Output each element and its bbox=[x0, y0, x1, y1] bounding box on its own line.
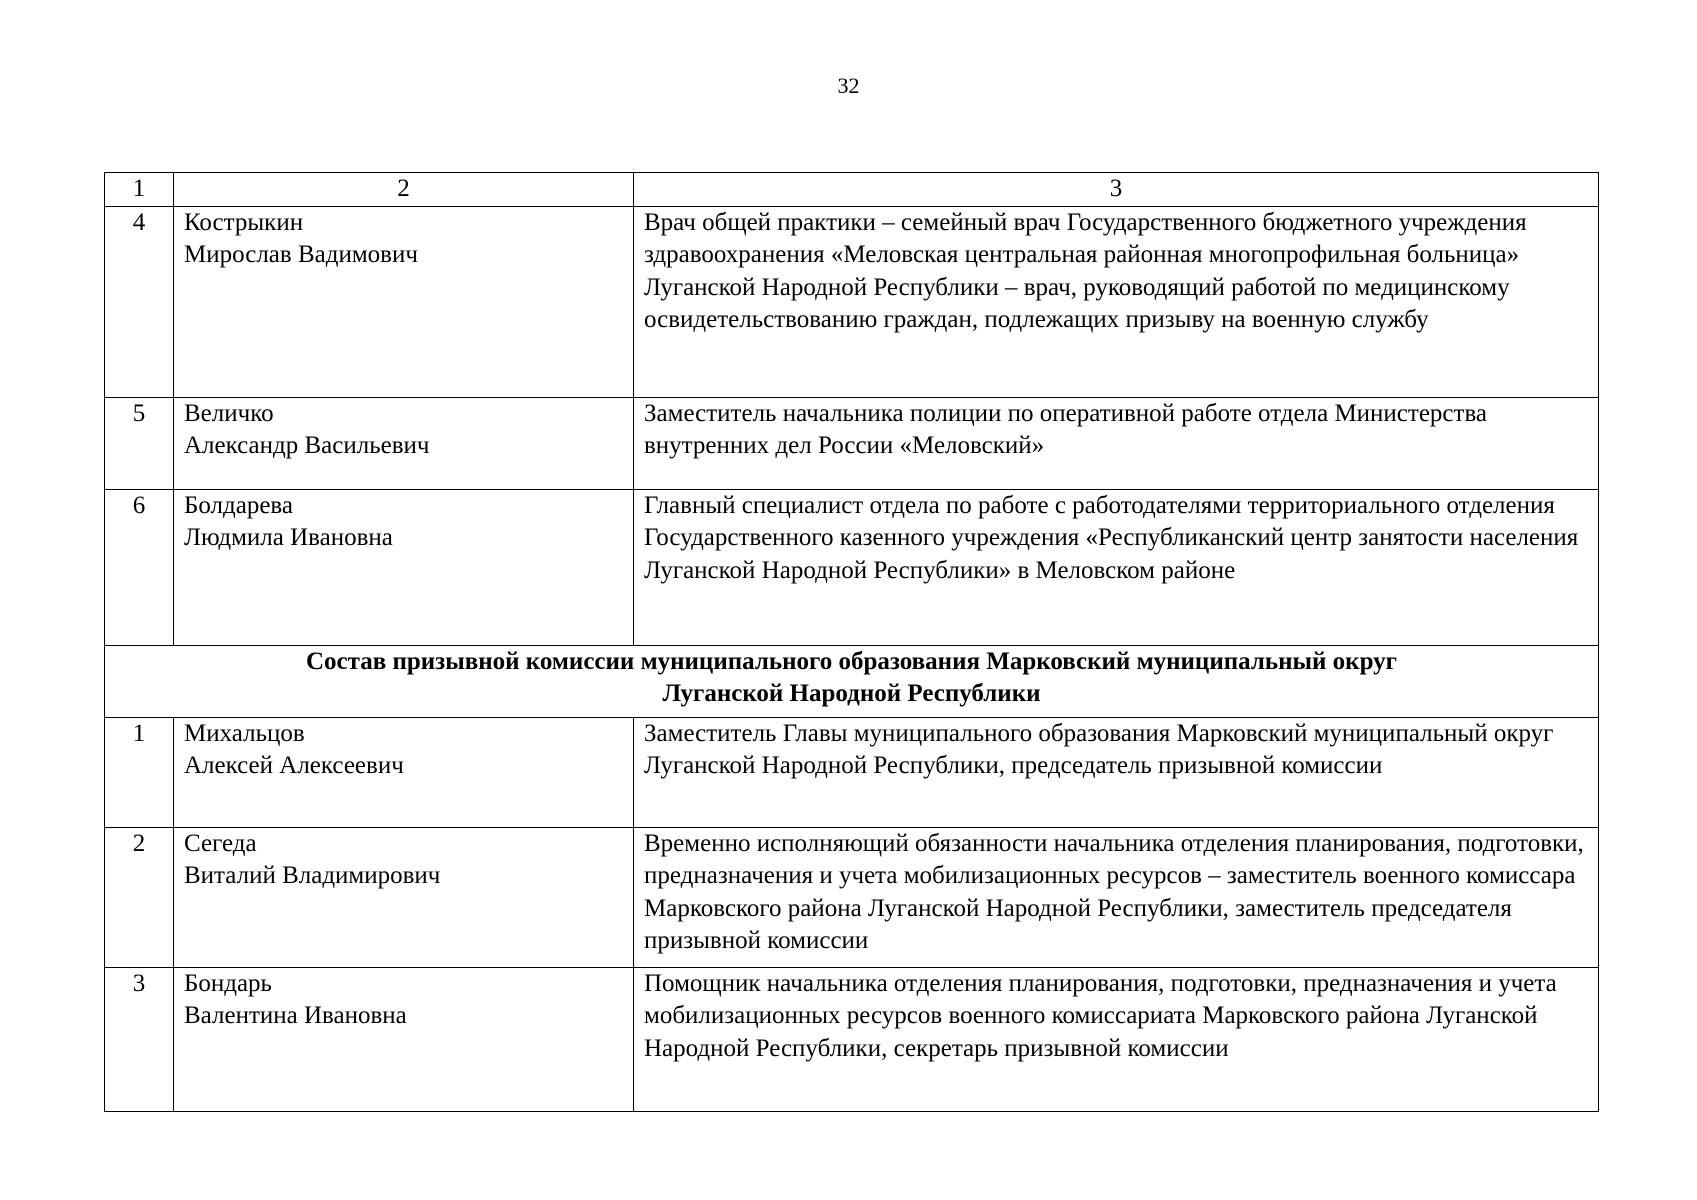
section-heading-row bbox=[105, 645, 1599, 717]
member-position: Врач общей практики – семейный врач Государственного бюджетного учреждения здравоохранения «Меловская центральная районная многопрофильная больница» Луганской Народной Республики – врач, руководящий работой по медицинскому освидетельствованию граждан, подлежащих призыву на военную службу bbox=[634, 206, 1599, 397]
row-number: 3 bbox=[105, 967, 174, 1111]
column-number-2: 2 bbox=[174, 173, 634, 207]
member-given-names: Валентина Ивановна bbox=[184, 1002, 407, 1029]
member-position: Помощник начальника отделения планирования, подготовки, предназначения и учета мобилизационных ресурсов военного комиссариата Марковского района Луганской Народной Республики, секретарь призывной комиссии bbox=[634, 967, 1599, 1111]
table-row bbox=[105, 717, 1599, 827]
row-number: 1 bbox=[105, 717, 174, 827]
member-given-names: Александр Васильевич bbox=[184, 432, 430, 459]
page-number: 32 bbox=[837, 73, 860, 98]
member-position: Заместитель начальника полиции по оперативной работе отдела Министерства внутренних дел России «Меловский» bbox=[634, 397, 1599, 489]
member-given-names: Мирослав Вадимович bbox=[184, 241, 418, 268]
column-number-3: 3 bbox=[634, 173, 1599, 207]
member-name bbox=[174, 206, 634, 397]
column-number-1: 1 bbox=[105, 173, 174, 207]
member-surname: Кострыкин bbox=[184, 208, 304, 236]
member-name bbox=[174, 717, 634, 827]
member-name bbox=[174, 489, 634, 645]
table-row bbox=[105, 489, 1599, 645]
member-position: Заместитель Главы муниципального образования Марковский муниципальный округ Луганской Народной Республики, председатель призывной комиссии bbox=[634, 717, 1599, 827]
table-row bbox=[105, 967, 1599, 1111]
section-heading bbox=[105, 645, 1599, 717]
member-given-names: Виталий Владимирович bbox=[184, 862, 441, 889]
member-name bbox=[174, 967, 634, 1111]
table-row bbox=[105, 206, 1599, 397]
row-number: 2 bbox=[105, 827, 174, 967]
member-given-names: Алексей Алексеевич bbox=[184, 752, 404, 779]
row-number: 5 bbox=[105, 397, 174, 489]
member-position: Временно исполняющий обязанности начальника отделения планирования, подготовки, предназначения и учета мобилизационных ресурсов – заместитель военного комиссара Марковского района Луганской Народной Республики, заместитель председателя призывной комиссии bbox=[634, 827, 1599, 967]
column-number-row bbox=[105, 173, 1599, 207]
table-row bbox=[105, 397, 1599, 489]
row-number: 6 bbox=[105, 489, 174, 645]
member-surname: Сегеда bbox=[184, 829, 257, 857]
section-heading-line-2: Луганской Народной Республики bbox=[662, 680, 1041, 707]
row-number: 4 bbox=[105, 206, 174, 397]
member-surname: Михальцов bbox=[184, 719, 305, 747]
member-surname: Болдарева bbox=[184, 491, 293, 519]
member-given-names: Людмила Ивановна bbox=[184, 524, 393, 551]
member-name bbox=[174, 827, 634, 967]
member-name bbox=[174, 397, 634, 489]
table-row bbox=[105, 827, 1599, 967]
section-heading-line-1: Состав призывной комиссии муниципального образования Марковский муниципальный округ bbox=[305, 647, 1397, 675]
member-position: Главный специалист отдела по работе с работодателями территориального отделения Государственного казенного учреждения «Республиканский центр занятости населения Луганской Народной Республики» в Меловском районе bbox=[634, 489, 1599, 645]
commission-table bbox=[104, 172, 1599, 1112]
member-surname: Величко bbox=[184, 399, 274, 427]
member-surname: Бондарь bbox=[184, 969, 272, 997]
